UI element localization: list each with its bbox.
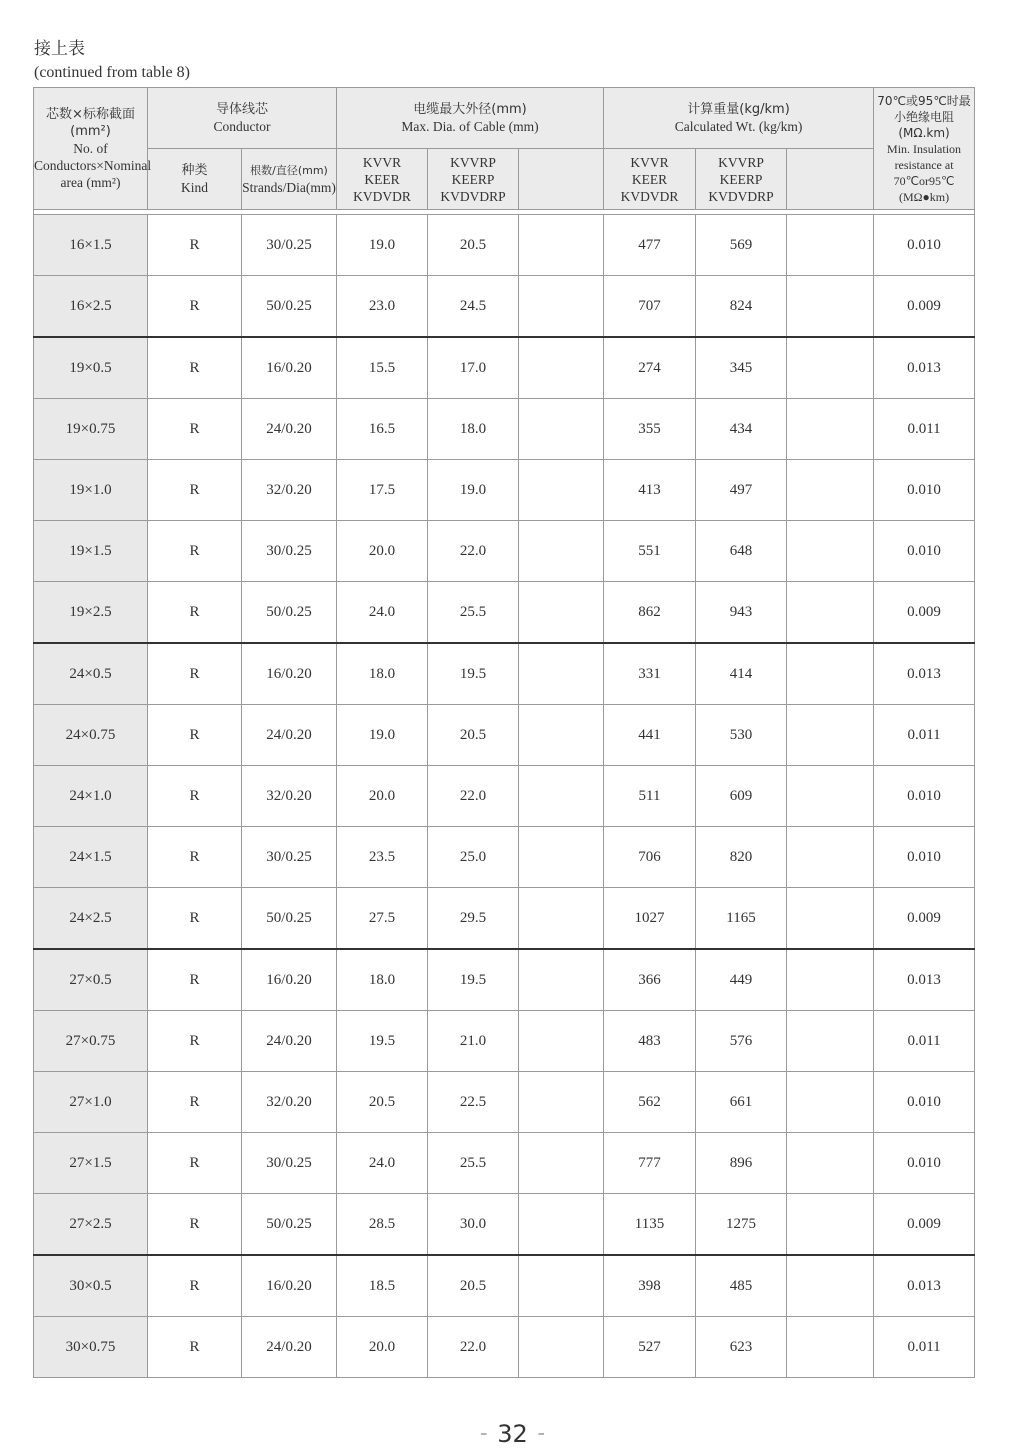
table-row bbox=[34, 582, 975, 644]
strands-cell: 50/0.25 bbox=[242, 582, 337, 644]
insulation-cell: 0.013 bbox=[874, 337, 975, 399]
strands-cell: 50/0.25 bbox=[242, 276, 337, 338]
insulation-cell: 0.010 bbox=[874, 1133, 975, 1194]
table-row bbox=[34, 1317, 975, 1378]
size-cell: 24×1.5 bbox=[34, 827, 148, 888]
dia-type-a-cell: 28.5 bbox=[337, 1194, 428, 1256]
insulation-cell: 0.010 bbox=[874, 827, 975, 888]
kind-cell: R bbox=[148, 705, 242, 766]
size-cell: 30×0.5 bbox=[34, 1255, 148, 1317]
wt-type-b-cell: 820 bbox=[696, 827, 787, 888]
wt-blank-cell bbox=[787, 521, 874, 582]
wt-type-b-model-2: KEERP bbox=[719, 171, 763, 187]
insulation-cell: 0.010 bbox=[874, 1072, 975, 1133]
wt-type-a-cell: 1135 bbox=[604, 1194, 696, 1256]
size-cell: 27×1.0 bbox=[34, 1072, 148, 1133]
wt-blank-cell bbox=[787, 949, 874, 1011]
size-cell: 27×0.5 bbox=[34, 949, 148, 1011]
insulation-cell: 0.009 bbox=[874, 276, 975, 338]
size-cell: 19×1.0 bbox=[34, 460, 148, 521]
strands-cell: 32/0.20 bbox=[242, 460, 337, 521]
dia-type-a-cell: 23.0 bbox=[337, 276, 428, 338]
wt-blank-cell bbox=[787, 1194, 874, 1256]
table-row bbox=[34, 521, 975, 582]
table-row bbox=[34, 705, 975, 766]
dia-type-b-cell: 24.5 bbox=[428, 276, 519, 338]
wt-type-b-model-3: KVDVDRP bbox=[708, 188, 774, 204]
insulation-cell: 0.011 bbox=[874, 1317, 975, 1378]
wt-type-a-cell: 355 bbox=[604, 399, 696, 460]
dia-type-a-cell: 18.5 bbox=[337, 1255, 428, 1317]
col-header-insulation bbox=[874, 88, 975, 210]
dia-type-a-cell: 18.0 bbox=[337, 949, 428, 1011]
table-row bbox=[34, 215, 975, 276]
wt-type-b-cell: 1275 bbox=[696, 1194, 787, 1256]
kind-cell: R bbox=[148, 1317, 242, 1378]
wt-type-b-cell: 345 bbox=[696, 337, 787, 399]
ins-label-unit: (MΩ●km) bbox=[898, 189, 950, 204]
dia-type-a-cell: 23.5 bbox=[337, 827, 428, 888]
kind-cell: R bbox=[148, 276, 242, 338]
dia-blank-cell bbox=[519, 888, 604, 950]
dia-blank-cell bbox=[519, 1317, 604, 1378]
strands-cell: 24/0.20 bbox=[242, 705, 337, 766]
dia-type-a-cell: 27.5 bbox=[337, 888, 428, 950]
dia-type-b-cell: 30.0 bbox=[428, 1194, 519, 1256]
strands-cell: 24/0.20 bbox=[242, 1317, 337, 1378]
wt-type-a-model-3: KVDVDR bbox=[620, 188, 679, 204]
dia-type-b-cell: 20.5 bbox=[428, 215, 519, 276]
col-header-dia-type-a bbox=[337, 149, 428, 210]
col-header-wt-type-a bbox=[604, 149, 696, 210]
wt-type-a-cell: 551 bbox=[604, 521, 696, 582]
insulation-cell: 0.009 bbox=[874, 888, 975, 950]
size-cell: 24×2.5 bbox=[34, 888, 148, 950]
wt-type-b-cell: 661 bbox=[696, 1072, 787, 1133]
wt-type-b-cell: 485 bbox=[696, 1255, 787, 1317]
dia-type-b-cell: 29.5 bbox=[428, 888, 519, 950]
wt-blank-cell bbox=[787, 827, 874, 888]
wt-type-a-cell: 706 bbox=[604, 827, 696, 888]
wt-type-b-cell: 824 bbox=[696, 276, 787, 338]
wt-type-a-model-1: KVVR bbox=[630, 154, 669, 170]
wt-type-a-model-2: KEER bbox=[631, 171, 668, 187]
wt-type-a-cell: 562 bbox=[604, 1072, 696, 1133]
dia-type-a-cell: 24.0 bbox=[337, 582, 428, 644]
table-row bbox=[34, 949, 975, 1011]
continued-title-cn: 接上表 bbox=[34, 39, 85, 59]
insulation-cell: 0.013 bbox=[874, 643, 975, 705]
dia-type-b-cell: 20.5 bbox=[428, 705, 519, 766]
insulation-cell: 0.010 bbox=[874, 766, 975, 827]
wt-type-b-cell: 648 bbox=[696, 521, 787, 582]
kind-cell: R bbox=[148, 1255, 242, 1317]
wt-type-a-cell: 527 bbox=[604, 1317, 696, 1378]
strands-cell: 32/0.20 bbox=[242, 1072, 337, 1133]
wt-type-b-cell: 530 bbox=[696, 705, 787, 766]
insulation-cell: 0.009 bbox=[874, 1194, 975, 1256]
wt-blank-cell bbox=[787, 460, 874, 521]
wt-blank-cell bbox=[787, 1011, 874, 1072]
dia-type-b-cell: 25.5 bbox=[428, 582, 519, 644]
page-dash-left: – bbox=[480, 1426, 488, 1442]
wt-type-a-cell: 477 bbox=[604, 215, 696, 276]
insulation-cell: 0.013 bbox=[874, 949, 975, 1011]
dia-type-a-cell: 20.0 bbox=[337, 521, 428, 582]
strands-cell: 30/0.25 bbox=[242, 1133, 337, 1194]
insulation-cell: 0.011 bbox=[874, 1011, 975, 1072]
wt-type-b-cell: 1165 bbox=[696, 888, 787, 950]
wt-blank-cell bbox=[787, 337, 874, 399]
conductor-label-cn: 导体线芯 bbox=[215, 102, 268, 117]
wt-label-cn: 计算重量(kg/km) bbox=[687, 102, 790, 117]
type-a-model-1: KVVR bbox=[362, 154, 402, 170]
table-row bbox=[34, 1194, 975, 1256]
wt-type-a-cell: 441 bbox=[604, 705, 696, 766]
wt-type-a-cell: 274 bbox=[604, 337, 696, 399]
nominal-label-en: No. of Conductors×Nominal area (mm²) bbox=[34, 141, 152, 190]
col-header-wt-blank bbox=[787, 149, 874, 210]
size-cell: 19×0.5 bbox=[34, 337, 148, 399]
strands-cell: 30/0.25 bbox=[242, 215, 337, 276]
strands-cell: 16/0.20 bbox=[242, 1255, 337, 1317]
dia-type-a-cell: 17.5 bbox=[337, 460, 428, 521]
insulation-cell: 0.011 bbox=[874, 705, 975, 766]
ins-label-en: Min. Insulation resistance at 70℃or95℃ bbox=[887, 141, 962, 188]
dia-blank-cell bbox=[519, 460, 604, 521]
type-a-model-2: KEER bbox=[364, 171, 400, 187]
dia-type-b-cell: 17.0 bbox=[428, 337, 519, 399]
dia-label-cn: 电缆最大外径(mm) bbox=[413, 102, 527, 117]
dia-type-b-cell: 22.0 bbox=[428, 521, 519, 582]
col-header-weight bbox=[604, 88, 874, 149]
kind-cell: R bbox=[148, 582, 242, 644]
size-cell: 19×2.5 bbox=[34, 582, 148, 644]
wt-blank-cell bbox=[787, 1317, 874, 1378]
wt-blank-cell bbox=[787, 215, 874, 276]
col-header-strands bbox=[242, 149, 337, 210]
col-header-dia-type-b bbox=[428, 149, 519, 210]
wt-type-a-cell: 777 bbox=[604, 1133, 696, 1194]
type-b-model-3: KVDVDRP bbox=[440, 188, 506, 204]
dia-blank-cell bbox=[519, 705, 604, 766]
table-row bbox=[34, 1072, 975, 1133]
wt-blank-cell bbox=[787, 582, 874, 644]
wt-type-a-cell: 511 bbox=[604, 766, 696, 827]
insulation-cell: 0.011 bbox=[874, 399, 975, 460]
table-row bbox=[34, 276, 975, 338]
wt-blank-cell bbox=[787, 643, 874, 705]
wt-blank-cell bbox=[787, 705, 874, 766]
size-cell: 24×1.0 bbox=[34, 766, 148, 827]
table-row bbox=[34, 1011, 975, 1072]
wt-blank-cell bbox=[787, 1133, 874, 1194]
strands-cell: 50/0.25 bbox=[242, 1194, 337, 1256]
dia-label-en: Max. Dia. of Cable (mm) bbox=[401, 119, 539, 134]
type-a-model-3: KVDVDR bbox=[353, 188, 411, 204]
dia-blank-cell bbox=[519, 1011, 604, 1072]
strands-cell: 16/0.20 bbox=[242, 337, 337, 399]
col-header-kind bbox=[148, 149, 242, 210]
col-header-wt-type-b bbox=[696, 149, 787, 210]
dia-type-b-cell: 22.5 bbox=[428, 1072, 519, 1133]
table-row bbox=[34, 766, 975, 827]
table-row bbox=[34, 827, 975, 888]
dia-blank-cell bbox=[519, 643, 604, 705]
dia-type-b-cell: 22.0 bbox=[428, 766, 519, 827]
kind-cell: R bbox=[148, 643, 242, 705]
size-cell: 27×0.75 bbox=[34, 1011, 148, 1072]
strands-cell: 30/0.25 bbox=[242, 521, 337, 582]
wt-type-b-cell: 414 bbox=[696, 643, 787, 705]
dia-blank-cell bbox=[519, 337, 604, 399]
dia-blank-cell bbox=[519, 766, 604, 827]
insulation-cell: 0.009 bbox=[874, 582, 975, 644]
size-cell: 27×1.5 bbox=[34, 1133, 148, 1194]
dia-blank-cell bbox=[519, 521, 604, 582]
table-row bbox=[34, 1255, 975, 1317]
page-number-value: 32 bbox=[497, 1420, 528, 1448]
strands-cell: 24/0.20 bbox=[242, 1011, 337, 1072]
size-cell: 27×2.5 bbox=[34, 1194, 148, 1256]
dia-type-b-cell: 25.5 bbox=[428, 1133, 519, 1194]
insulation-cell: 0.013 bbox=[874, 1255, 975, 1317]
page-dash-right: – bbox=[537, 1426, 545, 1442]
dia-blank-cell bbox=[519, 827, 604, 888]
kind-cell: R bbox=[148, 215, 242, 276]
dia-type-b-cell: 22.0 bbox=[428, 1317, 519, 1378]
wt-type-b-cell: 449 bbox=[696, 949, 787, 1011]
dia-blank-cell bbox=[519, 949, 604, 1011]
page-number bbox=[0, 1420, 1025, 1448]
dia-type-a-cell: 20.5 bbox=[337, 1072, 428, 1133]
wt-type-b-cell: 896 bbox=[696, 1133, 787, 1194]
kind-cell: R bbox=[148, 1011, 242, 1072]
kind-cell: R bbox=[148, 1133, 242, 1194]
dia-type-a-cell: 19.0 bbox=[337, 705, 428, 766]
kind-label-cn: 种类 bbox=[181, 163, 208, 178]
wt-blank-cell bbox=[787, 1072, 874, 1133]
ins-label-cn: 70℃或95℃时最小绝缘电阻(MΩ.km) bbox=[877, 93, 971, 140]
dia-type-b-cell: 19.5 bbox=[428, 949, 519, 1011]
cable-spec-table bbox=[33, 87, 975, 1378]
strands-cell: 32/0.20 bbox=[242, 766, 337, 827]
kind-label-en: Kind bbox=[181, 180, 208, 195]
dia-type-a-cell: 20.0 bbox=[337, 766, 428, 827]
wt-type-a-cell: 1027 bbox=[604, 888, 696, 950]
dia-blank-cell bbox=[519, 399, 604, 460]
wt-type-b-cell: 609 bbox=[696, 766, 787, 827]
dia-type-b-cell: 20.5 bbox=[428, 1255, 519, 1317]
wt-type-b-cell: 623 bbox=[696, 1317, 787, 1378]
kind-cell: R bbox=[148, 460, 242, 521]
table-row bbox=[34, 1133, 975, 1194]
strands-cell: 24/0.20 bbox=[242, 399, 337, 460]
dia-type-a-cell: 16.5 bbox=[337, 399, 428, 460]
wt-blank-cell bbox=[787, 888, 874, 950]
kind-cell: R bbox=[148, 1072, 242, 1133]
wt-type-b-cell: 569 bbox=[696, 215, 787, 276]
size-cell: 24×0.5 bbox=[34, 643, 148, 705]
wt-type-b-cell: 576 bbox=[696, 1011, 787, 1072]
table-row bbox=[34, 399, 975, 460]
size-cell: 24×0.75 bbox=[34, 705, 148, 766]
dia-blank-cell bbox=[519, 1072, 604, 1133]
strands-label-cn: 根数/直径(mm) bbox=[250, 164, 328, 177]
dia-type-a-cell: 19.5 bbox=[337, 1011, 428, 1072]
size-cell: 19×0.75 bbox=[34, 399, 148, 460]
wt-blank-cell bbox=[787, 1255, 874, 1317]
strands-label-en: Strands/Dia(mm) bbox=[242, 180, 336, 195]
strands-cell: 16/0.20 bbox=[242, 949, 337, 1011]
dia-blank-cell bbox=[519, 215, 604, 276]
strands-cell: 30/0.25 bbox=[242, 827, 337, 888]
type-b-model-2: KEERP bbox=[451, 171, 495, 187]
wt-label-en: Calculated Wt. (kg/km) bbox=[674, 119, 803, 134]
size-cell: 16×1.5 bbox=[34, 215, 148, 276]
strands-cell: 16/0.20 bbox=[242, 643, 337, 705]
wt-type-a-cell: 398 bbox=[604, 1255, 696, 1317]
kind-cell: R bbox=[148, 766, 242, 827]
wt-type-a-cell: 483 bbox=[604, 1011, 696, 1072]
dia-type-b-cell: 25.0 bbox=[428, 827, 519, 888]
wt-blank-cell bbox=[787, 399, 874, 460]
dia-blank-cell bbox=[519, 1194, 604, 1256]
wt-type-a-cell: 862 bbox=[604, 582, 696, 644]
col-header-nominal bbox=[34, 88, 152, 210]
wt-type-a-cell: 707 bbox=[604, 276, 696, 338]
dia-blank-cell bbox=[519, 1255, 604, 1317]
nominal-label-cn: 芯数×标称截面(mm²) bbox=[46, 107, 135, 139]
kind-cell: R bbox=[148, 888, 242, 950]
dia-type-a-cell: 19.0 bbox=[337, 215, 428, 276]
wt-blank-cell bbox=[787, 276, 874, 338]
insulation-cell: 0.010 bbox=[874, 521, 975, 582]
kind-cell: R bbox=[148, 521, 242, 582]
table-row bbox=[34, 643, 975, 705]
wt-type-a-cell: 366 bbox=[604, 949, 696, 1011]
col-header-conductor bbox=[148, 88, 337, 149]
wt-type-b-cell: 497 bbox=[696, 460, 787, 521]
insulation-cell: 0.010 bbox=[874, 460, 975, 521]
dia-type-b-cell: 19.0 bbox=[428, 460, 519, 521]
dia-type-a-cell: 18.0 bbox=[337, 643, 428, 705]
dia-blank-cell bbox=[519, 276, 604, 338]
wt-type-b-model-1: KVVRP bbox=[718, 154, 764, 170]
dia-type-b-cell: 21.0 bbox=[428, 1011, 519, 1072]
conductor-label-en: Conductor bbox=[213, 119, 271, 134]
wt-blank-cell bbox=[787, 766, 874, 827]
dia-type-a-cell: 24.0 bbox=[337, 1133, 428, 1194]
col-header-max-dia bbox=[337, 88, 604, 149]
kind-cell: R bbox=[148, 337, 242, 399]
wt-type-b-cell: 434 bbox=[696, 399, 787, 460]
size-cell: 30×0.75 bbox=[34, 1317, 148, 1378]
size-cell: 16×2.5 bbox=[34, 276, 148, 338]
wt-type-b-cell: 943 bbox=[696, 582, 787, 644]
table-row bbox=[34, 337, 975, 399]
kind-cell: R bbox=[148, 949, 242, 1011]
wt-type-a-cell: 331 bbox=[604, 643, 696, 705]
strands-cell: 50/0.25 bbox=[242, 888, 337, 950]
table-row bbox=[34, 888, 975, 950]
wt-type-a-cell: 413 bbox=[604, 460, 696, 521]
col-header-dia-blank bbox=[519, 149, 604, 210]
continued-title-en: (continued from table 8) bbox=[34, 64, 190, 81]
dia-blank-cell bbox=[519, 582, 604, 644]
insulation-cell: 0.010 bbox=[874, 215, 975, 276]
kind-cell: R bbox=[148, 827, 242, 888]
kind-cell: R bbox=[148, 1194, 242, 1256]
size-cell: 19×1.5 bbox=[34, 521, 148, 582]
dia-blank-cell bbox=[519, 1133, 604, 1194]
dia-type-a-cell: 15.5 bbox=[337, 337, 428, 399]
kind-cell: R bbox=[148, 399, 242, 460]
type-b-model-1: KVVRP bbox=[450, 154, 496, 170]
dia-type-a-cell: 20.0 bbox=[337, 1317, 428, 1378]
dia-type-b-cell: 18.0 bbox=[428, 399, 519, 460]
table-row bbox=[34, 460, 975, 521]
dia-type-b-cell: 19.5 bbox=[428, 643, 519, 705]
